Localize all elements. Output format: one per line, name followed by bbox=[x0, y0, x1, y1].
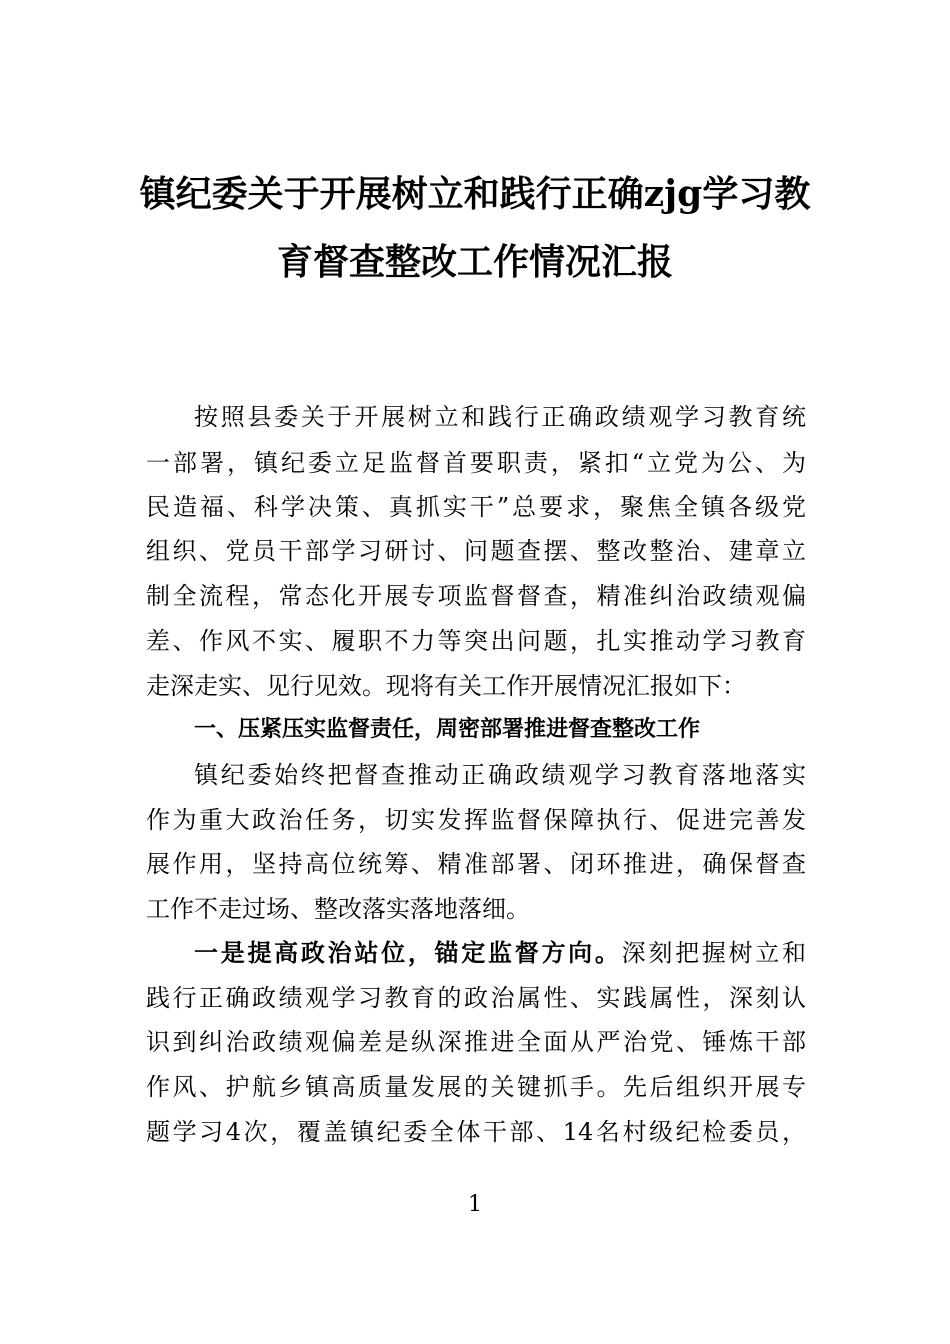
point-1-line-4: 作风、护航乡镇高质量发展的关键抓手。先后组织开展专 bbox=[146, 1073, 806, 1101]
intro-line-4: 组织、党员干部学习研讨、问题查摆、整改整治、建章立 bbox=[146, 537, 806, 565]
page-number: 1 bbox=[468, 1192, 482, 1217]
section-1-heading: 一、压紧压实监督责任，周密部署推进督查整改工作 bbox=[194, 717, 701, 742]
point-1-line-3: 识到纠治政绩观偏差是纵深推进全面从严治党、锤炼干部 bbox=[146, 1028, 806, 1056]
section-1-line-1: 镇纪委始终把督查推动正确政绩观学习教育落地落实 bbox=[194, 761, 806, 789]
point-1-line-2: 践行正确政绩观学习教育的政治属性、实践属性，深刻认 bbox=[146, 984, 806, 1012]
document-title-line-1: 镇纪委关于开展树立和践行正确zjg学习教 bbox=[139, 173, 811, 215]
intro-line-1: 按照县委关于开展树立和践行正确政绩观学习教育统 bbox=[194, 403, 806, 431]
intro-line-6: 差、作风不实、履职不力等突出问题，扎实推动学习教育 bbox=[146, 627, 806, 655]
intro-line-7: 走深走实、见行见效。现将有关工作开展情况汇报如下： bbox=[146, 672, 746, 700]
intro-line-2: 一部署，镇纪委立足监督首要职责，紧扣“立党为公、为 bbox=[146, 449, 806, 477]
section-1-line-4: 工作不走过场、整改落实落地落细。 bbox=[146, 895, 530, 923]
point-1-line-5: 题学习4次，覆盖镇纪委全体干部、14名村级纪检委员， bbox=[146, 1118, 806, 1146]
point-1-line-1 bbox=[194, 938, 806, 968]
section-1-line-2: 作为重大政治任务，切实发挥监督保障执行、促进完善发 bbox=[146, 806, 806, 834]
section-1-line-3: 展作用，坚持高位统筹、精准部署、闭环推进，确保督查 bbox=[146, 850, 806, 878]
intro-line-3: 民造福、科学决策、真抓实干”总要求，聚焦全镇各级党 bbox=[146, 493, 806, 521]
intro-line-5: 制全流程，常态化开展专项监督督查，精准纠治政绩观偏 bbox=[146, 582, 806, 610]
document-title-line-2: 育督查整改工作情况汇报 bbox=[276, 241, 673, 283]
point-1-lead: 一是提高政治站位，锚定监督方向。 bbox=[194, 938, 622, 967]
point-1-first-rest: 深刻把握树立和 bbox=[621, 939, 807, 967]
